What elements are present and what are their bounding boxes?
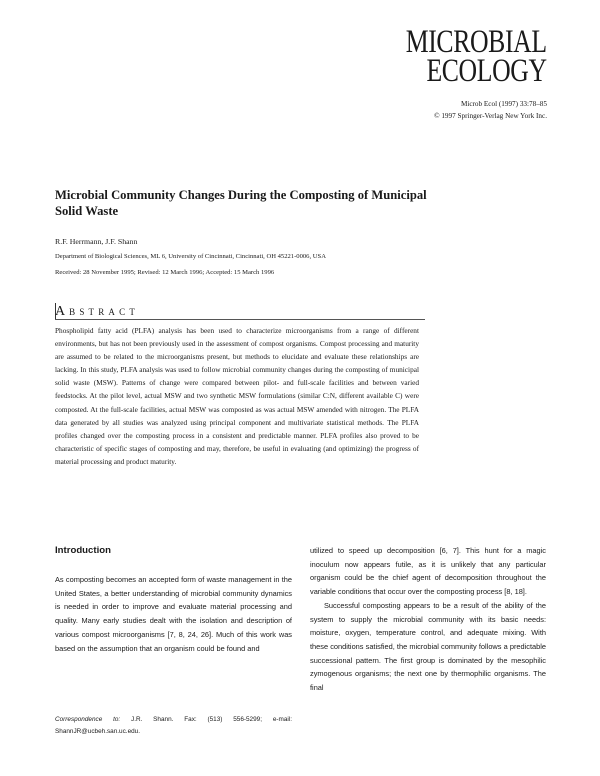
journal-citation: Microb Ecol (1997) 33:78–85	[460, 100, 547, 108]
article-received-dates: Received: 28 November 1995; Revised: 12 March 1996; Accepted: 15 March 1996	[55, 269, 275, 276]
introduction-right-paragraph-1: utilized to speed up decomposition [6, 7]. This hunt for a magic inoculum now appears futile, as it is unlikely that any particular organism could be the chief agent of decomposition throughout the variable conditions that occur over the composting process [8, 18].	[310, 546, 546, 597]
correspondence-label: Correspondence to:	[55, 716, 121, 723]
journal-name-line2: ECOLOGY	[426, 53, 547, 89]
article-authors: R.F. Herrmann, J.F. Shann	[55, 237, 138, 246]
introduction-left-paragraph: As composting becomes an accepted form of waste management in the United States, a better understanding of microbial community dynamics is needed in order to improve and evaluate material processing and quality. Many early studies dealt with the isolation and description of various compost microorganisms [7, 8, 24, 26]. Much of this work was based on the assumption that an organism could be found and	[55, 575, 292, 653]
journal-copyright: © 1997 Springer-Verlag New York Inc.	[434, 111, 547, 120]
journal-masthead	[406, 24, 547, 89]
correspondence-text: J.R. Shann. Fax: (513) 556-5299; e-mail: ShannJR@ucbeh.san.uc.edu.	[55, 716, 292, 735]
abstract-text: Phospholipid fatty acid (PLFA) analysis has been used to characterize microorganisms from a range of different environments, but has not been previously used in the assessment of compost organisms. Compost processing and maturity are assumed to be related to the microorganisms present, but methods to elucidate and evaluate these relationships are lacking. In this study, PLFA analysis was used to follow microbial community changes during the composting of municipal solid waste (MSW). Patterns of change were compared between pilot- and full-scale facilities and between varied feedstocks. At the pilot level, actual MSW and two synthetic MSW formulations (similar C:N, different available C) were composted. At the full-scale facilities, actual MSW was composted as was actual MSW amended with nitrogen. The PLFA data generated by all studies was analyzed using principal component and multivariate statistical methods. The PLFA profiles changed over the composting process in a consistent and predictable manner. PLFA profiles also proved to be characteristic of specific stages of composting and may, therefore, be useful in evaluating (and optimizing) the progress of material processing and product maturity.	[55, 326, 419, 466]
abstract-heading-rest: BSTRACT	[69, 307, 140, 317]
introduction-right-column	[310, 544, 546, 695]
journal-name-line1: MICROBIAL	[406, 24, 547, 60]
introduction-right-paragraph-2: Successful composting appears to be a result of the ability of the system to supply the microbial community with its basic needs: moisture, oxygen, temperature control, and adequate mixing. With these conditions satisfied, the microbial community follows a predictable successional pattern. The first group is dominated by the mesophilic zymogenous organisms; the next one by thermophilic organisms. The final	[310, 600, 546, 693]
abstract-heading	[55, 304, 139, 320]
journal-citation-block	[434, 99, 547, 122]
article-title: Microbial Community Changes During the Composting of Municipal Solid Waste	[55, 188, 427, 218]
introduction-heading: Introduction	[55, 545, 111, 556]
abstract-rule-horizontal	[55, 319, 425, 320]
abstract-heading-initial: A	[55, 304, 70, 319]
introduction-left-column	[55, 573, 292, 655]
correspondence-note	[55, 714, 292, 737]
article-affiliation: Department of Biological Sciences, ML 6, University of Cincinnati, Cincinnati, OH 45221-0006, USA	[55, 253, 326, 260]
